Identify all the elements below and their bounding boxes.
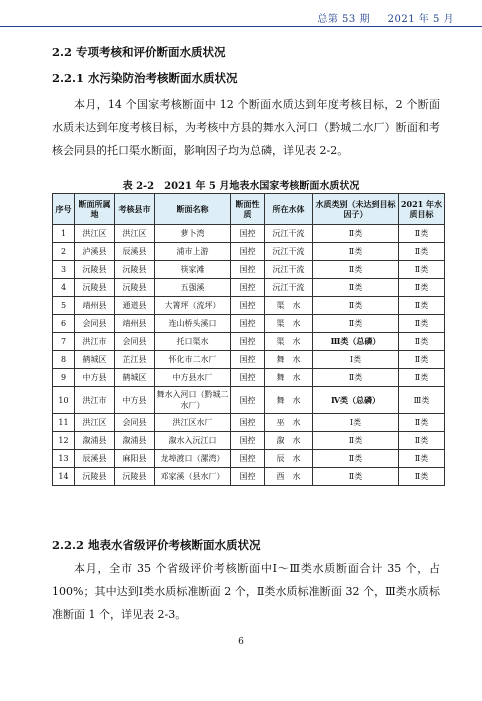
table-cell: Ⅱ类 [399, 243, 445, 261]
table-cell: 中方县 [115, 387, 155, 414]
table-cell: Ⅱ类 [399, 432, 445, 450]
table-cell: Ⅱ类 [399, 279, 445, 297]
table-cell: 舞 水 [265, 369, 313, 387]
table-cell: 沅江干流 [265, 243, 313, 261]
table-cell: Ⅰ类 [313, 351, 399, 369]
table-cell: 2 [53, 243, 75, 261]
table-cell: Ⅱ类 [313, 468, 399, 486]
table-cell: 5 [53, 297, 75, 315]
table-cell: Ⅲ类（总磷） [313, 333, 399, 351]
table-cell: 舞水入河口（黔城二水厂） [155, 387, 231, 414]
table-cell: 国控 [231, 369, 265, 387]
table-cell: Ⅲ类 [399, 387, 445, 414]
table-cell: 辰溪县 [75, 450, 115, 468]
table-cell: 鹤城区 [115, 369, 155, 387]
table-row [53, 243, 445, 261]
table-cell: 沅陵县 [115, 468, 155, 486]
table-cell: 辰溪县 [115, 243, 155, 261]
table-cell: Ⅱ类 [313, 279, 399, 297]
table-cell: 靖州县 [75, 297, 115, 315]
table-cell: 9 [53, 369, 75, 387]
table-cell: 12 [53, 432, 75, 450]
page-header [303, 10, 454, 25]
table-cell: 酉 水 [265, 468, 313, 486]
table-cell: 4 [53, 279, 75, 297]
header-cell: 断面性质 [231, 194, 265, 225]
section-title: 2.2 专项考核和评价断面水质状况 [52, 45, 226, 59]
table-cell: 筷家滩 [155, 261, 231, 279]
header-cell: 断面所属地 [75, 194, 115, 225]
table-cell: 国控 [231, 225, 265, 243]
header-cell: 水质类别（未达到目标因子） [313, 194, 399, 225]
table-cell: 大箐坪（流坪） [155, 297, 231, 315]
table-cell: 国控 [231, 333, 265, 351]
paragraph-2: 本月，全市 35 个省级评价考核断面中Ⅰ～Ⅲ类水质断面合计 35 个，占 100%；其中达到Ⅰ类水质标准断面 2 个，Ⅱ类水质标准断面 32 个，Ⅲ类水质标准断面 1 个，详见表 2-3。 [52, 562, 440, 621]
table-row [53, 351, 445, 369]
table-cell: 国控 [231, 279, 265, 297]
table-cell: 7 [53, 333, 75, 351]
table-cell: 连山桥头溪口 [155, 315, 231, 333]
header-rule [0, 26, 482, 27]
table-cell: 国控 [231, 468, 265, 486]
table-cell: Ⅱ类 [399, 261, 445, 279]
header-date: 2021 年 5 月 [387, 14, 454, 25]
table-cell: 13 [53, 450, 75, 468]
table-cell: 沅陵县 [75, 468, 115, 486]
table-cell: 国控 [231, 351, 265, 369]
table-cell: Ⅱ类 [399, 468, 445, 486]
table-cell: 国控 [231, 432, 265, 450]
table-cell: 沅陵县 [115, 279, 155, 297]
table-row [53, 261, 445, 279]
table-cell: 洪江区 [115, 225, 155, 243]
table-cell: 萝卜湾 [155, 225, 231, 243]
table-cell: 洪江区水厂 [155, 414, 231, 432]
table-cell: 会同县 [75, 315, 115, 333]
table-cell: 浦市上游 [155, 243, 231, 261]
table-cell: 麻阳县 [115, 450, 155, 468]
table-cell: 会同县 [115, 414, 155, 432]
table-cell: 6 [53, 315, 75, 333]
table-cell: 沅江干流 [265, 279, 313, 297]
table-cell: 洪江市 [75, 387, 115, 414]
table-cell: 舞 水 [265, 351, 313, 369]
table-row [53, 432, 445, 450]
table-cell: 沅江干流 [265, 261, 313, 279]
table-row [53, 315, 445, 333]
table-cell: 五强溪 [155, 279, 231, 297]
table-cell: 渠 水 [265, 333, 313, 351]
table-cell: Ⅱ类 [399, 225, 445, 243]
table-cell: 中方县 [75, 369, 115, 387]
table-cell: 溆水入沅江口 [155, 432, 231, 450]
table-cell: 邓家溪（县水厂） [155, 468, 231, 486]
table-cell: Ⅱ类 [399, 369, 445, 387]
table-cell: 巫 水 [265, 414, 313, 432]
table-cell: 渠 水 [265, 315, 313, 333]
table-cell: 国控 [231, 261, 265, 279]
table-row [53, 333, 445, 351]
table-cell: 国控 [231, 414, 265, 432]
table-cell: 1 [53, 225, 75, 243]
table-header-row [53, 194, 445, 225]
table-cell: 泸溪县 [75, 243, 115, 261]
header-cell: 序号 [53, 194, 75, 225]
table-cell: 托口渠水 [155, 333, 231, 351]
table-cell: 国控 [231, 387, 265, 414]
table-cell: Ⅱ类 [399, 297, 445, 315]
table-cell: Ⅱ类 [399, 450, 445, 468]
table-row [53, 297, 445, 315]
table-cell: 洪江区 [75, 225, 115, 243]
table-cell: 怀化市二水厂 [155, 351, 231, 369]
table-cell: 11 [53, 414, 75, 432]
table-cell: 溆 水 [265, 432, 313, 450]
table-cell: Ⅱ类 [399, 333, 445, 351]
table-cell: 通道县 [115, 297, 155, 315]
table-cell: 鹤城区 [75, 351, 115, 369]
table-cell: 渠 水 [265, 297, 313, 315]
table-cell: 沅江干流 [265, 225, 313, 243]
table-row [53, 450, 445, 468]
table-cell: 溆浦县 [75, 432, 115, 450]
table-cell: Ⅳ类（总磷） [313, 387, 399, 414]
table-cell: 中方县水厂 [155, 369, 231, 387]
table-cell: Ⅱ类 [313, 369, 399, 387]
table-cell: Ⅱ类 [313, 450, 399, 468]
table-cell: 国控 [231, 315, 265, 333]
header-cell: 考核县市 [115, 194, 155, 225]
table-row [53, 369, 445, 387]
table-cell: 沅陵县 [115, 261, 155, 279]
table-cell: Ⅱ类 [313, 261, 399, 279]
table-cell: Ⅱ类 [399, 351, 445, 369]
header-cell: 2021 年水质目标 [399, 194, 445, 225]
table-cell: 10 [53, 387, 75, 414]
table-cell: Ⅱ类 [399, 414, 445, 432]
table-cell: 溆浦县 [115, 432, 155, 450]
table-row [53, 279, 445, 297]
table-cell: 沅陵县 [75, 279, 115, 297]
table-row [53, 225, 445, 243]
table-cell: 8 [53, 351, 75, 369]
table-cell: 会同县 [115, 333, 155, 351]
table-row [53, 468, 445, 486]
table-cell: 洪江市 [75, 333, 115, 351]
table-cell: Ⅱ类 [313, 243, 399, 261]
subsection-title-1: 2.2.1 水污染防治考核断面水质状况 [52, 71, 238, 85]
table-caption: 表 2-2 2021 年 5 月地表水国家考核断面水质状况 [122, 181, 360, 192]
table-cell: 沅陵县 [75, 261, 115, 279]
table-cell: 14 [53, 468, 75, 486]
table-cell: 洪江区 [75, 414, 115, 432]
table-cell: 国控 [231, 243, 265, 261]
table-cell: Ⅱ类 [399, 315, 445, 333]
table-row [53, 414, 445, 432]
page-number: 6 [238, 637, 244, 647]
header-cell: 断面名称 [155, 194, 231, 225]
table-cell: Ⅱ类 [313, 315, 399, 333]
table-cell: Ⅰ类 [313, 414, 399, 432]
header-issue: 总第 53 期 [317, 14, 370, 25]
table-cell: 龙埠渡口（漯湾） [155, 450, 231, 468]
table-cell: 国控 [231, 297, 265, 315]
table-cell: 舞 水 [265, 387, 313, 414]
table-row [53, 387, 445, 414]
subsection-title-2: 2.2.2 地表水省级评价考核断面水质状况 [52, 538, 261, 552]
table-cell: 靖州县 [115, 315, 155, 333]
table-cell: 国控 [231, 450, 265, 468]
table-cell: 芷江县 [115, 351, 155, 369]
table-cell: 辰 水 [265, 450, 313, 468]
header-cell: 所在水体 [265, 194, 313, 225]
table-cell: Ⅱ类 [313, 297, 399, 315]
table-cell: 3 [53, 261, 75, 279]
table-cell: Ⅱ类 [313, 225, 399, 243]
table-cell: Ⅱ类 [313, 432, 399, 450]
water-quality-table [52, 193, 445, 486]
paragraph-1: 本月，14 个国家考核断面中 12 个断面水质达到年度考核目标，2 个断面水质未达到年度考核目标，为考核中方县的舞水入河口（黔城二水厂）断面和考核会同县的托口渠水断面，影响因子均为总磷，详见表 2-2。 [52, 98, 440, 157]
